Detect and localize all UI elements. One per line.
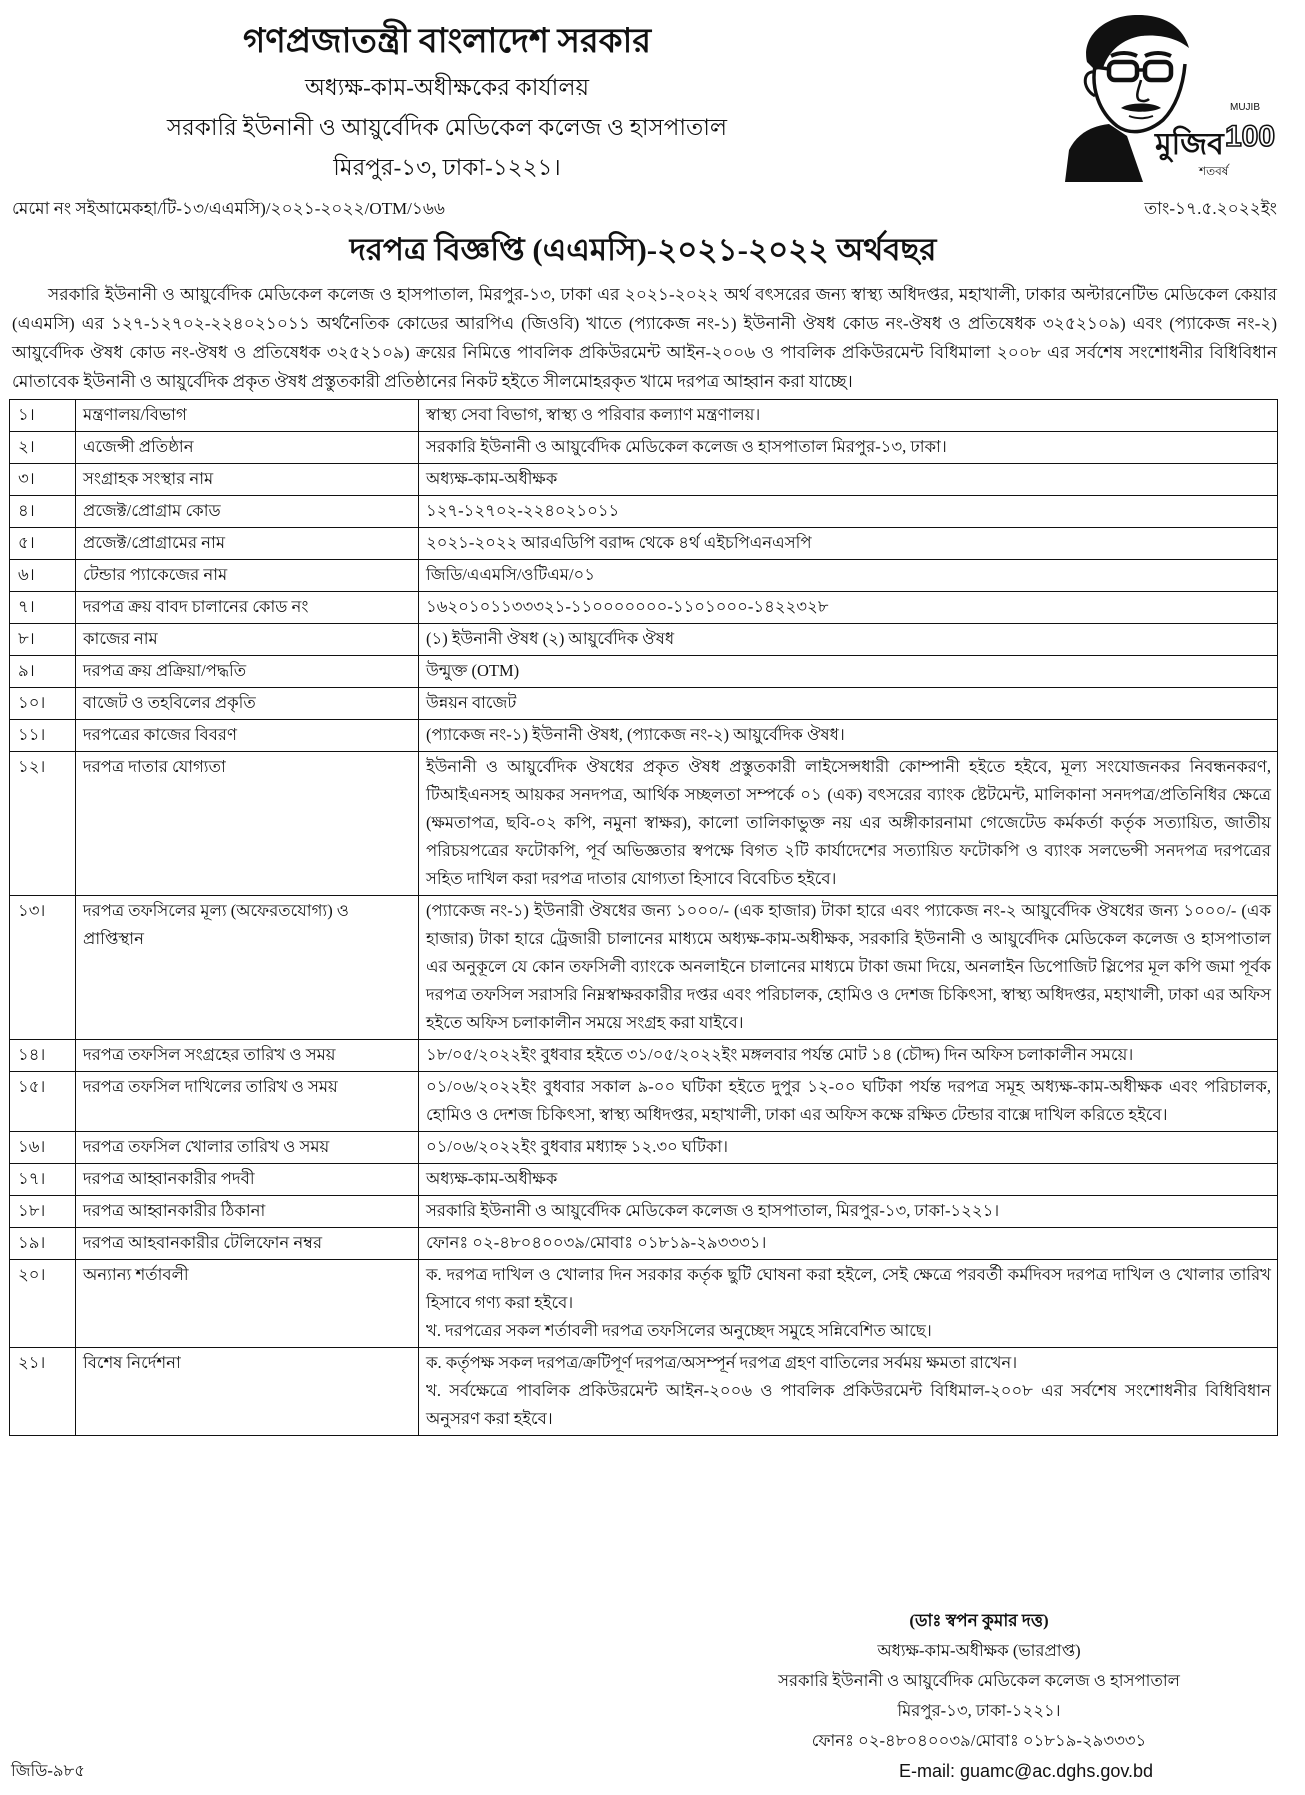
row-label: এজেন্সী প্রতিষ্ঠান [76,432,419,464]
row-value: জিডি/এএমসি/ওটিএম/০১ [419,560,1278,592]
row-serial: ১৩। [10,896,76,1040]
table-row [10,656,1278,688]
row-value: উন্মুক্ত (OTM) [419,656,1278,688]
condition-point: খ. দরপত্রের সকল শর্তাবলী দরপত্র তফসিলের অনুচ্ছেদ সমুহে সন্নিবেশিত আছে। [426,1321,932,1340]
row-label: দরপত্র ক্রয় প্রক্রিয়া/পদ্ধতি [76,656,419,688]
tender-details-table [9,399,1278,1436]
row-value: (প্যাকেজ নং-১) ইউনারী ঔষধের জন্য ১০০০/- (এক হাজার) টাকা হারে এবং প্যাকেজ নং-২ আয়ুর্বেদিক ঔষধের জন্য ১০০০/- (এক হাজার) টাকা হারে ট্রেজারী চালানের মাধ্যমে অধ্যক্ষ-কাম-অধীক্ষক, সরকারি ইউনানী ও আয়ুর্বেদিক মেডিকেল কলেজ ও হাসপাতাল এর অনুকূলে যে কোন তফসিলী ব্যাংকে অনলাইনে চালানের মাধ্যমে টাকা জমা দিয়ে, অনলাইন ডিপোজিট স্লিপের মূল কপি জমা পূর্বক দরপত্র তফসিল সরাসরি নিম্নস্বাক্ষরকারীর দপ্তর এবং পরিচালক, হোমিও ও দেশজ চিকিৎসা, স্বাস্থ্য অধিদপ্তর, মহাখালী, ঢাকা এর অফিস হইতে অফিস চলাকালীন সময়ে সংগ্রহ করা যাইবে। [419,896,1278,1040]
notice-header [0,0,1286,276]
logo-sub-bn: শতবর্ষ [1199,164,1229,178]
row-serial: ৩। [10,464,76,496]
table-row [10,1348,1278,1436]
table-row [10,1228,1278,1260]
memo-line [12,195,1277,223]
row-value: ১২৭-১২৭০২-২২৪০২১০১১ [419,496,1278,528]
table-row [10,432,1278,464]
row-value: (প্যাকেজ নং-১) ইউনানী ঔষধ, (প্যাকেজ নং-২) আয়ুর্বেদিক ঔষধ। [419,720,1278,752]
table-row [10,688,1278,720]
row-label: দরপত্র আহ্বানকারীর পদবী [76,1164,419,1196]
row-label: দরপত্র তফসিল দাখিলের তারিখ ও সময় [76,1072,419,1132]
row-value: উন্নয়ন বাজেট [419,688,1278,720]
row-value: ১৮/০৫/২০২২ইং বুধবার হইতে ৩১/০৫/২০২২ইং মঙ্গলবার পর্যন্ত মোট ১৪ (চৌদ্দ) দিন অফিস চলাকালীন সময়ে। [419,1040,1278,1072]
row-label: মন্ত্রণালয়/বিভাগ [76,400,419,432]
logo-mouth [1129,116,1153,118]
row-label: দরপত্র ক্রয় বাবদ চালানের কোড নং [76,592,419,624]
row-serial: ৫। [10,528,76,560]
row-serial: ৭। [10,592,76,624]
table-row [10,1260,1278,1348]
office-name: অধ্যক্ষ-কাম-অধীক্ষকের কার্যালয় [304,75,590,100]
notice-title: দরপত্র বিজ্ঞপ্তি (এএমসি)-২০২১-২০২২ অর্থবছর [349,232,937,267]
logo-eyebrows [1111,53,1171,56]
memo-date: তাং-১৭.৫.২০২২ইং [1144,199,1277,218]
logo-nose [1137,80,1149,101]
row-serial: ৯। [10,656,76,688]
signatory-phone: ফোনঃ ০২-৪৮০৪০০৩৯/মোবাঃ ০১৮১৯-২৯৩৩৩১ [811,1731,1147,1750]
row-serial: ২১। [10,1348,76,1436]
spacer [0,1436,1286,1606]
table-row [10,496,1278,528]
row-label: দরপত্র তফসিল খোলার তারিখ ও সময় [76,1132,419,1164]
row-value: ইউনানী ও আয়ুর্বেদিক ঔষধের প্রকৃত ঔষধ প্রস্তুতকারী লাইসেন্সধারী কোম্পানী হইতে হইবে, মূল্য সংযোজনকর নিবন্ধনকরণ, টিআইএনসহ আয়কর সনদপত্র, আর্থিক সচ্ছলতা সম্পর্কে ০১ (এক) বৎসরের ব্যাংক ষ্টেটমেন্ট, মালিকানা সনদপত্র/প্রতিনিধির ক্ষেত্রে (ক্ষমতাপত্র, ছবি-০২ কপি, নমুনা স্বাক্ষর), কালো তালিকাভুক্ত নয় এর অঙ্গীকারনামা গেজেটেড কর্মকর্তা কর্তৃক সত্যায়িত, জাতীয় পরিচয়পত্রের ফটোকপি, পূর্ব অভিজ্ঞতার স্বপক্ষে বিগত ২টি কার্যাদেশের সত্যায়িত ফটোকপি ও ব্যাংক সলভেন্সী সনদপত্র দরপত্রের সহিত দাখিল করা দরপত্র দাতার যোগ্যতা হিসাবে বিবেচিত হইবে। [419,752,1278,896]
row-serial: ৮। [10,624,76,656]
signatory-institution: সরকারি ইউনানী ও আয়ুর্বেদিক মেডিকেল কলেজ ও হাসপাতাল [778,1671,1180,1690]
row-label: প্রজেক্ট/প্রোগ্রামের নাম [76,528,419,560]
table-row [10,1164,1278,1196]
row-value: অধ্যক্ষ-কাম-অধীক্ষক [419,1164,1278,1196]
row-serial: ১৯। [10,1228,76,1260]
table-row [10,1196,1278,1228]
table-row [10,560,1278,592]
row-value: ১৬২০১০১১৩৩৩২১-১১০০০০০০০-১১০১০০০-১৪২২৩২৮ [419,592,1278,624]
signatory-designation: অধ্যক্ষ-কাম-অধীক্ষক (ভারপ্রাপ্ত) [877,1641,1081,1660]
table-row [10,1040,1278,1072]
logo-name-en: MUJIB [1230,102,1260,113]
logo-number: 100 [1225,120,1276,153]
row-label: বাজেট ও তহবিলের প্রকৃতি [76,688,419,720]
signature-area [0,1606,1286,1786]
instruction-point: খ. সর্বক্ষেত্রে পাবলিক প্রকিউরমেন্ট আইন-২০০৬ ও পাবলিক প্রকিউরমেন্ট বিধিমাল-২০০৮ এর সর্বশেষ সংশোধনীর বিধিবিধান অনুসরণ করা হইবে। [426,1381,1271,1428]
row-serial: ১৭। [10,1164,76,1196]
row-serial: ৬। [10,560,76,592]
row-label: দরপত্রের কাজের বিবরণ [76,720,419,752]
institution-address: মিরপুর-১৩, ঢাকা-১২২১। [333,155,561,180]
row-serial: ১০। [10,688,76,720]
letterhead [0,16,894,188]
row-label: প্রজেক্ট/প্রোগ্রাম কোড [76,496,419,528]
row-value: সরকারি ইউনানী ও আয়ুর্বেদিক মেডিকেল কলেজ ও হাসপাতাল, মিরপুর-১৩, ঢাকা-১২২১। [419,1196,1278,1228]
row-value: ফোনঃ ০২-৪৮০৪০০৩৯/মোবাঃ ০১৮১৯-২৯৩৩৩১। [419,1228,1278,1260]
row-serial: ১৫। [10,1072,76,1132]
row-value: সরকারি ইউনানী ও আয়ুর্বেদিক মেডিকেল কলেজ ও হাসপাতাল মিরপুর-১৩, ঢাকা। [419,432,1278,464]
footer-code: জিডি-৯৮৫ [11,1761,85,1780]
tender-table-wrapper [0,396,1286,1436]
row-serial: ১৬। [10,1132,76,1164]
intro-paragraph: সরকারি ইউনানী ও আয়ুর্বেদিক মেডিকেল কলেজ ও হাসপাতাল, মিরপুর-১৩, ঢাকা এর ২০২১-২০২২ অর্থ বৎসরের জন্য স্বাস্থ্য অধিদপ্তর, মহাখালী, ঢাকার অল্টারনেটিভ মেডিকেল কেয়ার (এএমসি) এর ১২৭-১২৭০২-২২৪০২১০১১ অর্থনৈতিক কোডের আরপিএ (জিওবি) খাতে (প্যাকেজ নং-১) ইউনানী ঔষধ কোড নং-ঔষধ ও প্রতিষেধক ৩২৫২১০৯) এবং (প্যাকেজ নং-২) আয়ুর্বেদিক ঔষধ কোড নং-ঔষধ ও প্রতিষেধক ৩২৫২১০৯) ক্রয়ের নিমিত্তে পাবলিক প্রকিউরমেন্ট আইন-২০০৬ ও পাবলিক প্রকিউরমেন্ট বিধিমালা ২০০৮ এর সর্বশেষ সংশোধনীর বিধিবিধান মোতাবেক ইউনানী ও আয়ুর্বেদিক প্রকৃত ঔষধ প্রস্তুতকারী প্রতিষ্ঠানের নিকট হইতে সীলমোহরকৃত খামে দরপত্র আহ্বান করা যাচ্ছে। [12,285,1277,391]
institution-name: সরকারি ইউনানী ও আয়ুর্বেদিক মেডিকেল কলেজ ও হাসপাতাল [166,115,728,140]
table-row [10,400,1278,432]
row-value [419,1260,1278,1348]
logo-mustache [1121,104,1161,112]
signature-block [700,1606,1258,1786]
signatory-name: (ডাঃ স্বপন কুমার দত্ত) [909,1611,1049,1630]
row-value [419,1348,1278,1436]
table-row [10,464,1278,496]
row-label: দরপত্র আহবানকারীর টেলিফোন নম্বর [76,1228,419,1260]
row-label: দরপত্র আহ্বানকারীর ঠিকানা [76,1196,419,1228]
row-serial: ৪। [10,496,76,528]
row-serial: ২। [10,432,76,464]
government-title: গণপ্রজাতন্ত্রী বাংলাদেশ সরকার [242,23,652,60]
row-serial: ১১। [10,720,76,752]
row-value: ০১/০৬/২০২২ইং বুধবার মধ্যাহ্ন ১২.৩০ ঘটিকা। [419,1132,1278,1164]
memo-number: মেমো নং সইআমেকহা/টি-১৩/এএমসি)/২০২১-২০২২/OTM/১৬৬ [12,199,445,218]
row-value: স্বাস্থ্য সেবা বিভাগ, স্বাস্থ্য ও পরিবার কল্যাণ মন্ত্রণালয়। [419,400,1278,432]
instruction-point: ক. কর্তৃপক্ষ সকল দরপত্র/ক্রটিপূর্ণ দরপত্র/অসম্পূর্ন দরপত্র গ্রহণ বাতিলের সর্বময় ক্ষমতা রাখেন। [426,1353,1018,1372]
table-row [10,1072,1278,1132]
row-label: দরপত্র তফসিল সংগ্রহের তারিখ ও সময় [76,1040,419,1072]
row-value: (১) ইউনানী ঔষধ (২) আয়ুর্বেদিক ঔষধ [419,624,1278,656]
row-serial: ২০। [10,1260,76,1348]
row-label: টেন্ডার প্যাকেজের নাম [76,560,419,592]
row-label: কাজের নাম [76,624,419,656]
signatory-address: মিরপুর-১৩, ঢাকা-১২২১। [897,1701,1061,1720]
condition-point: ক. দরপত্র দাখিল ও খোলার দিন সরকার কর্তৃক ছুটি ঘোষনা করা হইলে, সেই ক্ষেত্রে পরবর্তী কর্মদিবস দরপত্র দাখিল ও খোলার তারিখ হিসাবে গণ্য করা হইবে। [426,1265,1271,1312]
row-serial: ১৪। [10,1040,76,1072]
table-row [10,528,1278,560]
logo-name-bn: মুজিব [1155,128,1224,161]
logo-hair [1086,15,1189,70]
row-value: ২০২১-২০২২ আরএডিপি বরাদ্দ থেকে ৪র্থ এইচপিএনএসপি [419,528,1278,560]
row-serial: ১২। [10,752,76,896]
row-label: বিশেষ নির্দেশনা [76,1348,419,1436]
row-label: দরপত্র তফসিলের মূল্য (অফেরতযোগ্য) ও প্রাপ্তিস্থান [76,896,419,1040]
row-label: দরপত্র দাতার যোগ্যতা [76,752,419,896]
row-serial: ১। [10,400,76,432]
row-value: অধ্যক্ষ-কাম-অধীক্ষক [419,464,1278,496]
table-row [10,624,1278,656]
table-row [10,1132,1278,1164]
row-label: সংগ্রাহক সংস্থার নাম [76,464,419,496]
table-row [10,720,1278,752]
row-label: অন্যান্য শর্তাবলী [76,1260,419,1348]
logo-glasses-right [1145,62,1171,80]
row-value: ০১/০৬/২০২২ইং বুধবার সকাল ৯-০০ ঘটিকা হইতে দুপুর ১২-০০ ঘটিকা পর্যন্ত দরপত্র সমূহ অধ্যক্ষ-কাম-অধীক্ষক এবং পরিচালক, হোমিও ও দেশজ চিকিৎসা, স্বাস্থ্য অধিদপ্তর, মহাখালী, ঢাকা এর অফিস কক্ষে রক্ষিত টেন্ডার বাক্সে দাখিল করিতে হইবে। [419,1072,1278,1132]
row-serial: ১৮। [10,1196,76,1228]
table-row [10,896,1278,1040]
mujib-100-logo [1065,12,1276,182]
logo-glasses-left [1109,62,1137,80]
table-row [10,592,1278,624]
table-row [10,752,1278,896]
signatory-email: E-mail: guamc@ac.dghs.gov.bd [898,1761,1154,1781]
